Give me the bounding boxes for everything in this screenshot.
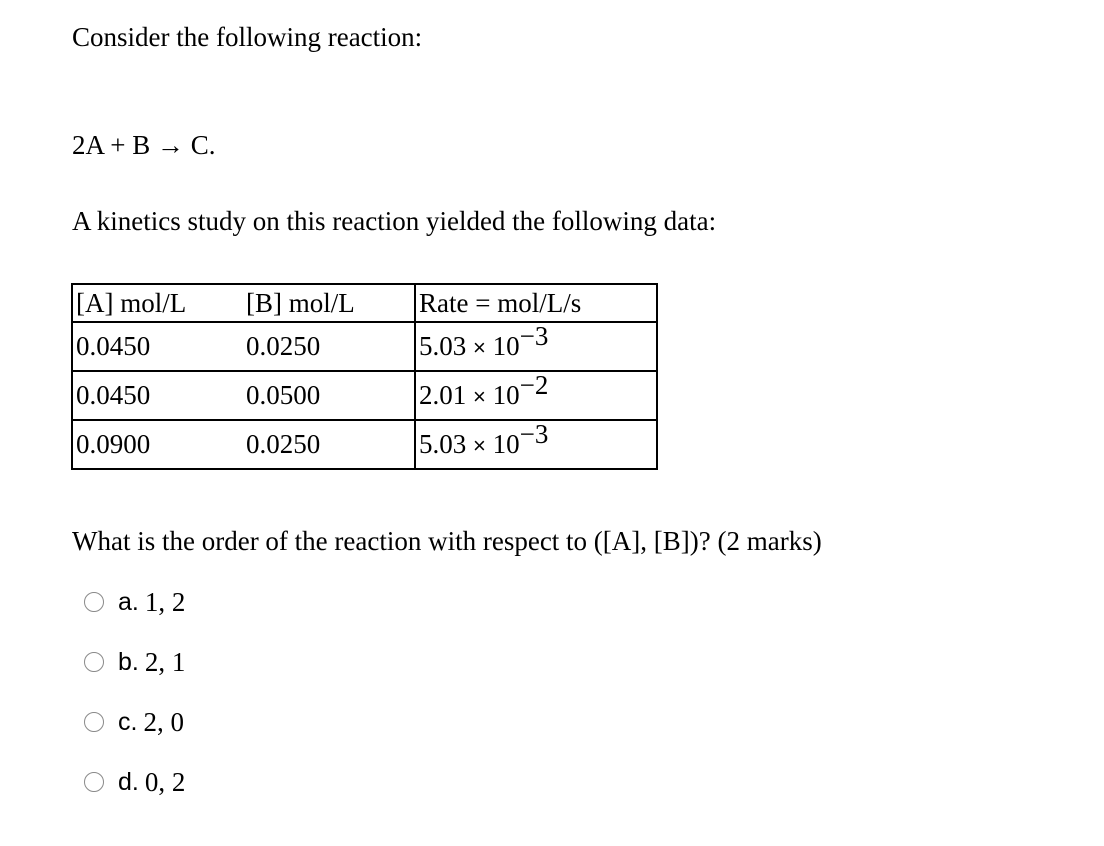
table-row bbox=[72, 420, 657, 469]
kinetics-data-table bbox=[71, 283, 658, 470]
rate-ten: 10 bbox=[492, 429, 520, 459]
radio-button-icon[interactable] bbox=[84, 772, 104, 792]
option-text: 2, 1 bbox=[144, 646, 186, 677]
times-sign: × bbox=[473, 335, 486, 360]
cell-a: 0.0450 bbox=[72, 322, 243, 371]
cell-b: 0.0500 bbox=[243, 371, 415, 420]
option-letter: b. bbox=[118, 647, 139, 676]
cell-rate bbox=[415, 371, 657, 420]
cell-b: 0.0250 bbox=[243, 420, 415, 469]
rate-exponent: −2 bbox=[519, 370, 549, 400]
option-letter: d. bbox=[118, 767, 139, 796]
intro-text: Consider the following reaction: bbox=[72, 22, 423, 52]
rate-ten: 10 bbox=[492, 331, 520, 361]
question-text: What is the order of the reaction with respect to ([A], [B])? (2 marks) bbox=[72, 526, 822, 556]
lead-text: A kinetics study on this reaction yielded the following data: bbox=[72, 206, 717, 236]
rate-exponent: −3 bbox=[519, 321, 549, 351]
rate-exponent: −3 bbox=[519, 419, 549, 449]
radio-button-icon[interactable] bbox=[84, 712, 104, 732]
cell-a: 0.0900 bbox=[72, 420, 243, 469]
option-letter: a. bbox=[118, 587, 139, 616]
times-sign: × bbox=[473, 384, 486, 409]
option-text: 2, 0 bbox=[143, 706, 184, 737]
option-d[interactable] bbox=[84, 764, 185, 800]
option-letter: c. bbox=[118, 707, 138, 736]
header-rate: Rate = mol/L/s bbox=[415, 284, 657, 322]
rate-ten: 10 bbox=[492, 380, 520, 410]
cell-rate bbox=[415, 322, 657, 371]
option-b[interactable] bbox=[84, 644, 185, 680]
header-a-concentration: [A] mol/L bbox=[72, 284, 243, 322]
reaction-equation: 2A + B → C. bbox=[72, 130, 216, 160]
cell-b: 0.0250 bbox=[243, 322, 415, 371]
cell-a: 0.0450 bbox=[72, 371, 243, 420]
rate-mantissa: 5.03 bbox=[419, 331, 467, 361]
radio-button-icon[interactable] bbox=[84, 652, 104, 672]
table-header-row bbox=[72, 284, 657, 322]
rate-mantissa: 2.01 bbox=[419, 380, 467, 410]
header-b-concentration: [B] mol/L bbox=[243, 284, 415, 322]
radio-button-icon[interactable] bbox=[84, 592, 104, 612]
table-row bbox=[72, 322, 657, 371]
option-text: 0, 2 bbox=[144, 766, 186, 797]
cell-rate bbox=[415, 420, 657, 469]
option-a[interactable] bbox=[84, 584, 185, 620]
times-sign: × bbox=[473, 433, 486, 458]
rate-mantissa: 5.03 bbox=[419, 429, 467, 459]
option-text: 1, 2 bbox=[144, 586, 186, 617]
table-row bbox=[72, 371, 657, 420]
option-c[interactable] bbox=[84, 704, 184, 740]
